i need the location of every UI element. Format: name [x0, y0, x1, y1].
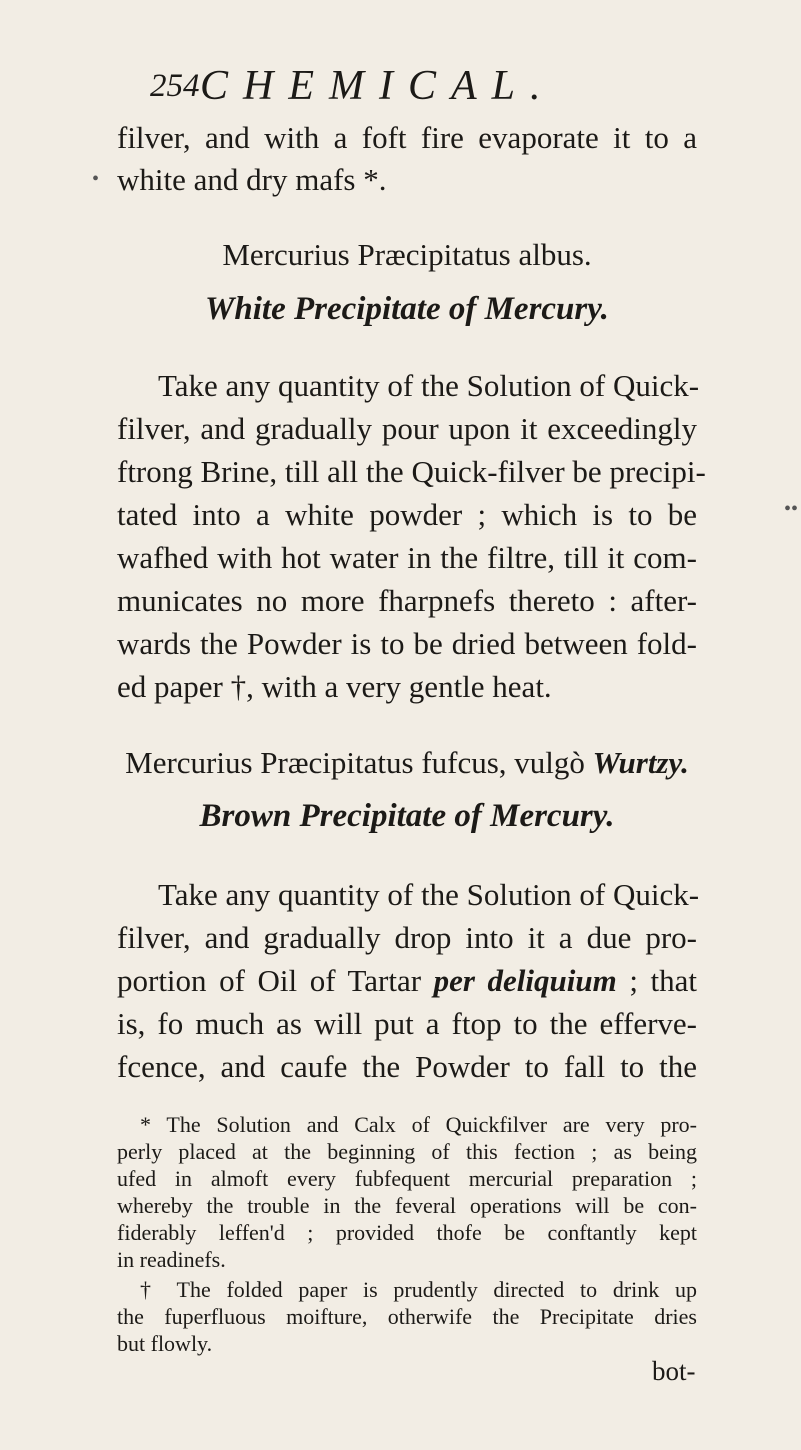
- body-line: ftrong Brine, till all the Quick-filver be precipi-: [117, 454, 706, 489]
- body-line: filver, and gradually pour upon it exceedingly: [117, 411, 697, 446]
- body-line: filver, and gradually drop into it a due pro-: [117, 920, 697, 955]
- catchword: bot-: [652, 1356, 696, 1386]
- footnote-line: whereby the trouble in the feveral operations will be con-: [117, 1193, 697, 1218]
- body-line: ed paper †, with a very gentle heat.: [117, 669, 552, 704]
- body-text: portion of Oil of Tartar: [117, 963, 434, 998]
- body-line: Take any quantity of the Solution of Quick-: [158, 368, 700, 403]
- body-line: [117, 961, 697, 1001]
- body-line: fcence, and caufe the Powder to fall to the: [117, 1049, 697, 1084]
- body-line: Take any quantity of the Solution of Quick-: [158, 877, 700, 912]
- body-line: wards the Powder is to be dried between fold-: [117, 626, 697, 661]
- page-number: 254: [150, 68, 200, 104]
- margin-dot-mark: •: [92, 168, 100, 190]
- footnote-line: fiderably leffen'd ; provided thofe be conftantly kept: [117, 1220, 697, 1245]
- margin-dot-mark: ••: [784, 498, 799, 520]
- section-english-title: Brown Precipitate of Mercury.: [199, 798, 615, 834]
- section-latin-title: [117, 743, 697, 783]
- footnote-line: but flowly.: [117, 1331, 213, 1356]
- section-latin-title: Mercurius Præcipitatus albus.: [222, 237, 592, 272]
- body-line: wafhed with hot water in the filtre, till it com-: [117, 540, 697, 575]
- footnote-line: * The Solution and Calx of Quickfilver are very pro-: [140, 1112, 697, 1137]
- body-line: white and dry mafs *.: [117, 162, 387, 197]
- footnote-line: perly placed at the beginning of this fection ; as being: [117, 1139, 697, 1164]
- latin-title-text: Mercurius Præcipitatus fufcus, vulgò: [125, 745, 593, 780]
- footnote-line: the fuperfluous moifture, otherwife the Precipitate dries: [117, 1304, 697, 1329]
- section-english-title: White Precipitate of Mercury.: [205, 291, 609, 327]
- latin-phrase: per deliquium: [433, 963, 617, 998]
- footnote-line: ufed in almoft every fubfequent mercurial preparation ;: [117, 1166, 697, 1191]
- body-line: municates no more fharpnefs thereto : after-: [117, 583, 697, 618]
- body-text: ; that: [616, 963, 697, 998]
- body-line: filver, and with a foft fire evaporate it to a: [117, 120, 697, 155]
- footnote-line: † The folded paper is prudently directed to drink up: [140, 1277, 697, 1302]
- page-header: [150, 62, 670, 122]
- latin-title-italic: Wurtzy.: [592, 745, 689, 780]
- body-line: tated into a white powder ; which is to be: [117, 497, 697, 532]
- footnote-line: in readinefs.: [117, 1247, 226, 1272]
- body-line: is, fo much as will put a ftop to the efferve-: [117, 1006, 697, 1041]
- running-head: CHEMICAL.: [200, 63, 556, 109]
